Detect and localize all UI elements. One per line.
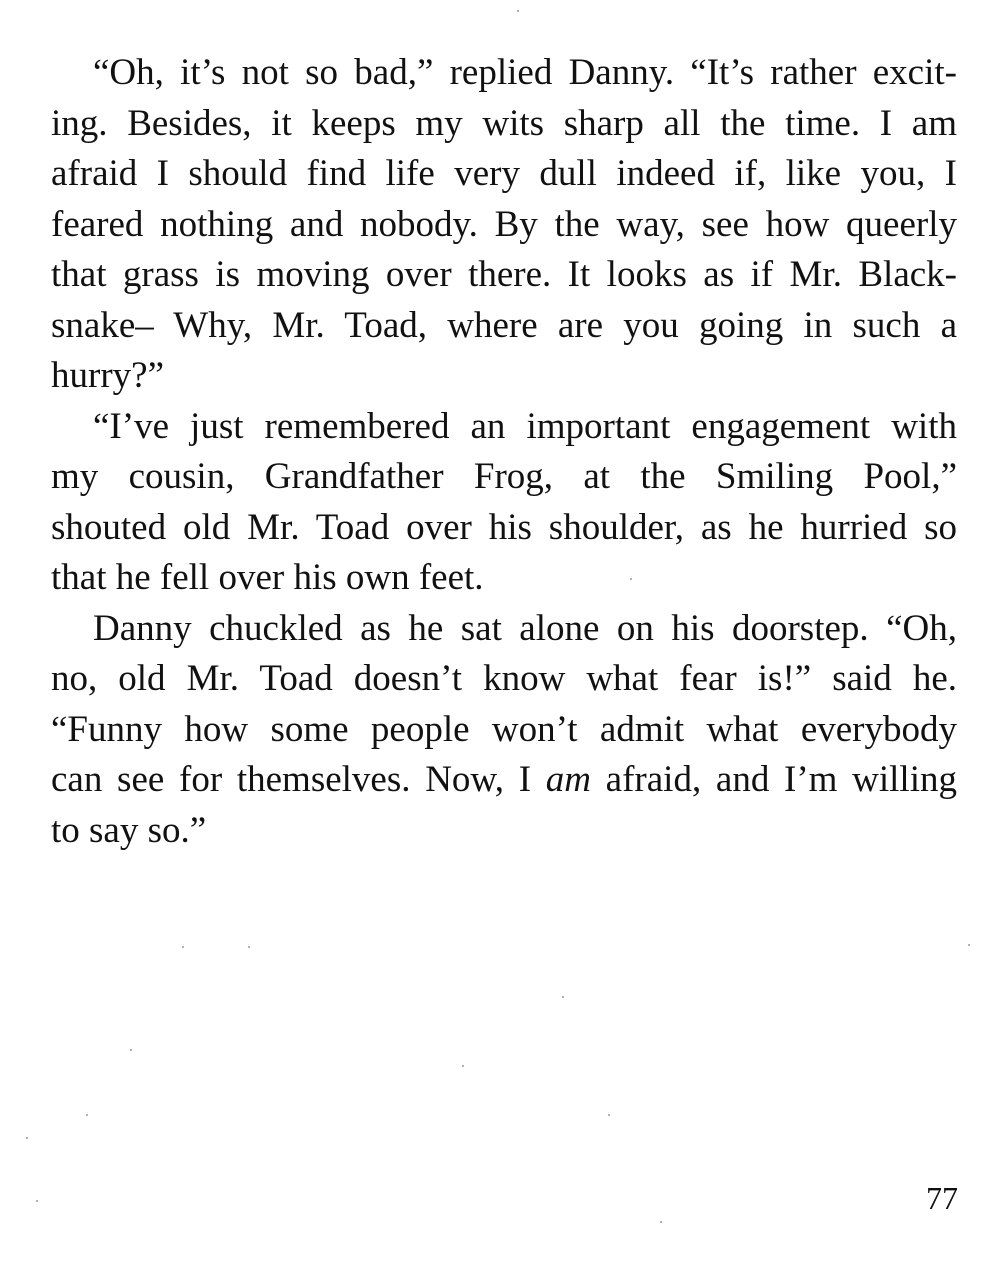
text-line: Danny chuckled as he sat alone on his doorstep. “Oh,: [93, 607, 957, 649]
text-line: no, old Mr. Toad doesn’t know what fear is!” said he.: [51, 658, 957, 699]
scan-speck: [86, 1114, 88, 1116]
text-line: to say so.”: [51, 809, 207, 851]
text-line-end: afraid, and I’m willing: [590, 759, 957, 800]
page-number: 77: [926, 1180, 958, 1216]
text-line: hurry?”: [51, 355, 164, 396]
text-line: “Oh, it’s not so bad,” replied Danny. “It’s rather excit-: [93, 52, 957, 93]
emphasized-word: am: [545, 759, 591, 800]
text-line: “I’ve just remembered an important engagement with: [93, 405, 957, 447]
text-line: ing. Besides, it keeps my wits sharp all the time. I am: [51, 102, 957, 144]
scan-speck: [517, 10, 519, 12]
scan-speck: [968, 944, 970, 946]
scan-speck: [608, 1114, 610, 1116]
text-line: shouted old Mr. Toad over his shoulder, as he hurried so: [51, 506, 957, 548]
text-line: afraid I should find life very dull indeed if, like you, I: [51, 153, 957, 194]
text-line: that he fell over his own feet.: [51, 557, 484, 598]
text-line: [51, 755, 957, 806]
scan-speck: [630, 578, 632, 580]
scan-speck: [130, 1049, 132, 1051]
text-line: that grass is moving over there. It looks as if Mr. Black-: [51, 254, 957, 295]
text-line-start: can see for themselves. Now, I: [51, 759, 546, 800]
scan-speck: [182, 946, 184, 948]
scan-speck: [26, 1137, 28, 1139]
text-line: my cousin, Grandfather Frog, at the Smiling Pool,”: [51, 456, 957, 497]
scan-speck: [248, 946, 250, 948]
scan-speck: [36, 1200, 38, 1202]
scan-speck: [660, 1221, 662, 1223]
text-line: snake– Why, Mr. Toad, where are you going in such a: [51, 304, 957, 346]
text-line: feared nothing and nobody. By the way, see how queerly: [51, 203, 957, 245]
scan-speck: [562, 996, 564, 998]
scan-speck: [462, 1065, 464, 1067]
story-text: [51, 48, 957, 856]
text-line: “Funny how some people won’t admit what everybody: [51, 708, 957, 750]
